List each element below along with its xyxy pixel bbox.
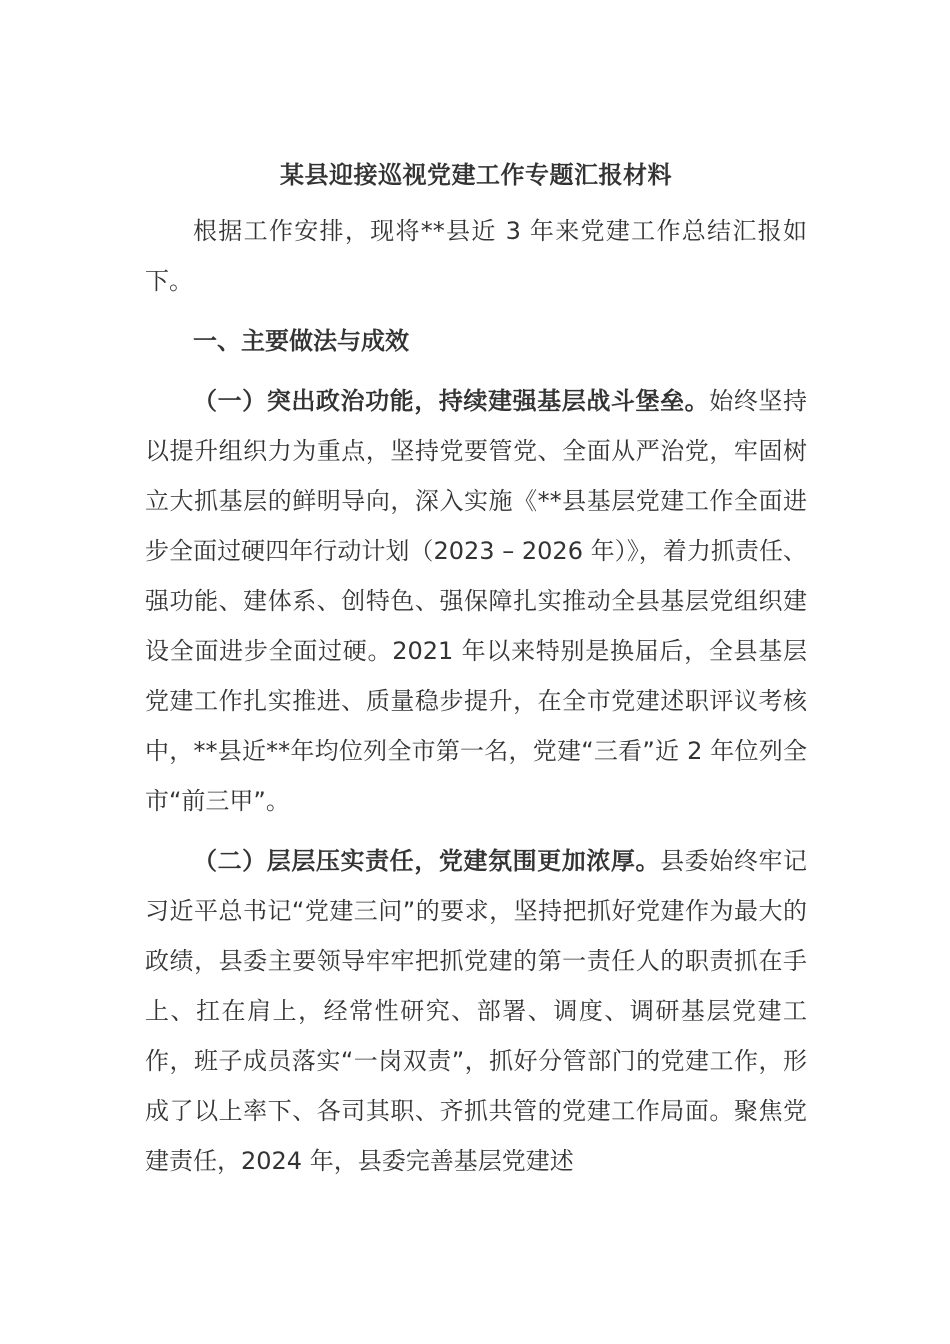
paragraph-2-text: 县委始终牢记习近平总书记“党建三问”的要求，坚持把抓好党建作为最大的政绩，县委主要领导牢牢把抓党建的第一责任人的职责抓在手上、扛在肩上，经常性研究、部署、调度、调研基层党建工作，班子成员落实“一岗双责”，抓好分管部门的党建工作，形成了以上率下、各司其职、齐抓共管的党建工作局面。聚焦党建责任，2024 年，县委完善基层党建述 [145, 847, 808, 1175]
paragraph-2 [145, 836, 807, 1186]
document-body [145, 150, 807, 1196]
paragraph-1-heading: （一）突出政治功能，持续建强基层战斗堡垒。 [193, 387, 710, 415]
section-heading: 一、主要做法与成效 [193, 327, 409, 355]
paragraph-1 [145, 376, 807, 826]
document-title: 某县迎接巡视党建工作专题汇报材料 [280, 161, 672, 189]
paragraph-2-heading: （二）层层压实责任，党建氛围更加浓厚。 [193, 847, 661, 875]
paragraph-1-text: 始终坚持以提升组织力为重点，坚持党要管党、全面从严治党，牢固树立大抓基层的鲜明导向，深入实施《**县基层党建工作全面进步全面过硬四年行动计划（2023 – 2026 年）》，着力抓责任、强功能、建体系、创特色、强保障扎实推动全县基层党组织建设全面进步全面过硬。2021 年以来特别是换届后，全县基层党建工作扎实推进、质量稳步提升，在全市党建述职评议考核中，**县近**年均位列全市第一名，党建“三看”近 2 年位列全市“前三甲”。 [145, 387, 807, 815]
intro-paragraph: 根据工作安排，现将**县近 3 年来党建工作总结汇报如下。 [145, 217, 807, 295]
